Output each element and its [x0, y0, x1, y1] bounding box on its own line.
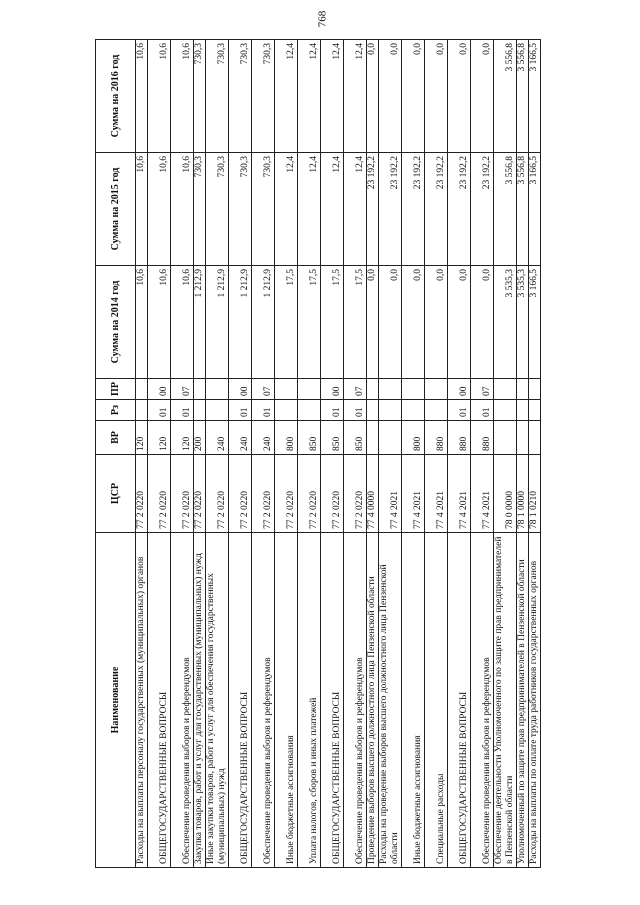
cell-sum-2014: 17,5 — [275, 266, 298, 379]
cell-vr: 800 — [275, 421, 298, 455]
cell-pr: 07 — [252, 379, 275, 400]
cell-sum-2016: 12,4 — [275, 40, 298, 153]
cell-sum-2014: 0,0 — [425, 266, 448, 379]
cell-sum-2015: 12,4 — [344, 153, 367, 266]
cell-pr: 00 — [321, 379, 344, 400]
table-row — [517, 40, 529, 868]
cell-csr: 77 4 2021 — [448, 455, 471, 533]
cell-sum-2016: 0,0 — [471, 40, 494, 153]
cell-pr — [298, 379, 321, 400]
cell-sum-2015: 12,4 — [321, 153, 344, 266]
cell-sum-2014: 17,5 — [321, 266, 344, 379]
table-row — [344, 40, 367, 868]
cell-sum-2016: 730,3 — [229, 40, 252, 153]
cell-csr: 77 2 0220 — [136, 455, 148, 533]
cell-rz — [425, 400, 448, 421]
cell-pr: 07 — [471, 379, 494, 400]
cell-sum-2016: 730,3 — [252, 40, 275, 153]
table-row — [229, 40, 252, 868]
cell-pr — [529, 379, 541, 400]
cell-name: Иные бюджетные ассигнования — [275, 533, 298, 868]
header-sum-2015: Сумма на 2015 год — [96, 153, 136, 266]
cell-rz: 01 — [344, 400, 367, 421]
cell-sum-2016: 3 556,8 — [494, 40, 517, 153]
cell-sum-2014: 3 535,3 — [517, 266, 529, 379]
cell-sum-2014: 0,0 — [379, 266, 402, 379]
cell-sum-2015: 23 192,2 — [402, 153, 425, 266]
cell-pr — [379, 379, 402, 400]
cell-sum-2014: 10,6 — [171, 266, 194, 379]
cell-sum-2014: 10,6 — [148, 266, 171, 379]
cell-name: ОБЩЕГОСУДАРСТВЕННЫЕ ВОПРОСЫ — [448, 533, 471, 868]
cell-sum-2016: 0,0 — [425, 40, 448, 153]
cell-name: Иные бюджетные ассигнования — [402, 533, 425, 868]
table-row — [298, 40, 321, 868]
cell-sum-2015: 23 192,2 — [471, 153, 494, 266]
cell-sum-2014: 0,0 — [448, 266, 471, 379]
cell-sum-2016: 0,0 — [367, 40, 379, 153]
cell-sum-2014: 0,0 — [402, 266, 425, 379]
cell-csr: 78 0 0000 — [494, 455, 517, 533]
cell-rz: 01 — [448, 400, 471, 421]
cell-name: Уполномоченный по защите прав предпринимателей в Пензенской области — [517, 533, 529, 868]
cell-vr: 880 — [425, 421, 448, 455]
table-row — [171, 40, 194, 868]
cell-name: Расходы на выплаты персоналу государственных (муниципальных) органов — [136, 533, 148, 868]
cell-name: Обеспечение проведения выборов и референдумов — [252, 533, 275, 868]
cell-pr: 00 — [148, 379, 171, 400]
cell-pr — [517, 379, 529, 400]
cell-vr: 120 — [148, 421, 171, 455]
cell-rz: 01 — [321, 400, 344, 421]
cell-csr: 78 1 0210 — [529, 455, 541, 533]
cell-sum-2016: 12,4 — [298, 40, 321, 153]
cell-sum-2014: 0,0 — [367, 266, 379, 379]
table-row — [529, 40, 541, 868]
cell-rz — [275, 400, 298, 421]
cell-name: Обеспечение деятельности Уполномоченного по защите прав предпринимателей в Пензенской области — [494, 533, 517, 868]
table-row — [402, 40, 425, 868]
cell-sum-2015: 23 192,2 — [367, 153, 379, 266]
cell-name: ОБЩЕГОСУДАРСТВЕННЫЕ ВОПРОСЫ — [229, 533, 252, 868]
cell-csr: 77 4 2021 — [379, 455, 402, 533]
cell-vr: 850 — [298, 421, 321, 455]
table-row — [136, 40, 148, 868]
cell-sum-2016: 730,3 — [206, 40, 229, 153]
cell-name: Закупка товаров, работ и услуг для государственных (муниципальных) нужд — [194, 533, 206, 868]
cell-vr: 850 — [344, 421, 367, 455]
table-row — [206, 40, 229, 868]
table-row — [194, 40, 206, 868]
cell-csr: 77 2 0220 — [206, 455, 229, 533]
cell-sum-2016: 10,6 — [136, 40, 148, 153]
cell-sum-2016: 3 166,5 — [529, 40, 541, 153]
cell-vr — [367, 421, 379, 455]
cell-pr: 00 — [229, 379, 252, 400]
header-name: Наименование — [96, 533, 136, 868]
cell-rz — [194, 400, 206, 421]
cell-rz: 01 — [171, 400, 194, 421]
cell-pr — [275, 379, 298, 400]
cell-pr — [425, 379, 448, 400]
cell-rz — [517, 400, 529, 421]
cell-csr: 77 4 0000 — [367, 455, 379, 533]
cell-vr: 200 — [194, 421, 206, 455]
cell-name: Расходы на выплаты по оплате труда работников государственных органов — [529, 533, 541, 868]
cell-sum-2014: 1 212,9 — [252, 266, 275, 379]
header-sum-2014: Сумма на 2014 год — [96, 266, 136, 379]
cell-pr — [494, 379, 517, 400]
cell-pr — [136, 379, 148, 400]
cell-csr: 77 2 0220 — [321, 455, 344, 533]
cell-sum-2016: 0,0 — [448, 40, 471, 153]
cell-sum-2016: 10,6 — [148, 40, 171, 153]
cell-name: Обеспечение проведения выборов и референдумов — [344, 533, 367, 868]
cell-pr: 07 — [171, 379, 194, 400]
cell-sum-2015: 10,6 — [148, 153, 171, 266]
cell-pr — [367, 379, 379, 400]
header-pr: ПР — [96, 379, 136, 400]
table-row — [367, 40, 379, 868]
page-number: 768 — [316, 10, 328, 28]
cell-sum-2014: 1 212,9 — [206, 266, 229, 379]
cell-vr: 120 — [171, 421, 194, 455]
cell-csr: 77 2 0220 — [148, 455, 171, 533]
cell-name: ОБЩЕГОСУДАРСТВЕННЫЕ ВОПРОСЫ — [148, 533, 171, 868]
cell-sum-2016: 12,4 — [321, 40, 344, 153]
cell-sum-2015: 12,4 — [275, 153, 298, 266]
cell-csr: 77 2 0220 — [171, 455, 194, 533]
cell-rz: 01 — [229, 400, 252, 421]
cell-sum-2015: 730,3 — [252, 153, 275, 266]
cell-pr — [194, 379, 206, 400]
cell-sum-2014: 0,0 — [471, 266, 494, 379]
cell-sum-2014: 3 535,3 — [494, 266, 517, 379]
cell-sum-2015: 12,4 — [298, 153, 321, 266]
cell-sum-2015: 3 166,5 — [529, 153, 541, 266]
cell-rz — [136, 400, 148, 421]
table-row — [321, 40, 344, 868]
cell-sum-2015: 730,3 — [194, 153, 206, 266]
rotated-table-wrapper — [95, 40, 539, 868]
cell-pr: 00 — [448, 379, 471, 400]
cell-vr: 850 — [321, 421, 344, 455]
cell-sum-2016: 3 556,8 — [517, 40, 529, 153]
table-row — [448, 40, 471, 868]
cell-csr: 77 2 0220 — [298, 455, 321, 533]
cell-pr — [402, 379, 425, 400]
cell-sum-2015: 3 556,8 — [494, 153, 517, 266]
header-vr: ВР — [96, 421, 136, 455]
cell-vr — [517, 421, 529, 455]
cell-rz — [206, 400, 229, 421]
cell-sum-2015: 23 192,2 — [425, 153, 448, 266]
cell-sum-2014: 17,5 — [344, 266, 367, 379]
cell-csr: 77 4 2021 — [471, 455, 494, 533]
cell-pr: 07 — [344, 379, 367, 400]
cell-vr: 120 — [136, 421, 148, 455]
cell-name: Специальные расходы — [425, 533, 448, 868]
cell-rz: 01 — [471, 400, 494, 421]
cell-name: Иные закупки товаров, работ и услуг для обеспечения государственных (муниципальных) нужд — [206, 533, 229, 868]
table-row — [471, 40, 494, 868]
table-row — [494, 40, 517, 868]
cell-rz — [402, 400, 425, 421]
budget-table — [95, 39, 541, 868]
cell-name: Обеспечение проведения выборов и референдумов — [171, 533, 194, 868]
table-header-row — [96, 40, 136, 868]
header-rz: Рз — [96, 400, 136, 421]
cell-csr: 77 2 0220 — [275, 455, 298, 533]
cell-sum-2015: 10,6 — [136, 153, 148, 266]
table-row — [425, 40, 448, 868]
cell-name: ОБЩЕГОСУДАРСТВЕННЫЕ ВОПРОСЫ — [321, 533, 344, 868]
cell-sum-2014: 1 212,9 — [194, 266, 206, 379]
cell-vr — [379, 421, 402, 455]
cell-vr: 240 — [206, 421, 229, 455]
cell-sum-2015: 23 192,2 — [379, 153, 402, 266]
cell-sum-2016: 10,6 — [171, 40, 194, 153]
table-row — [275, 40, 298, 868]
cell-vr: 800 — [402, 421, 425, 455]
cell-sum-2016: 0,0 — [379, 40, 402, 153]
cell-name: Обеспечение проведения выборов и референдумов — [471, 533, 494, 868]
cell-csr: 78 1 0000 — [517, 455, 529, 533]
cell-sum-2014: 3 166,5 — [529, 266, 541, 379]
cell-sum-2014: 1 212,9 — [229, 266, 252, 379]
cell-vr — [494, 421, 517, 455]
cell-sum-2015: 10,6 — [171, 153, 194, 266]
cell-name: Проведение выборов высшего должностного лица Пензенской области — [367, 533, 379, 868]
cell-vr: 880 — [448, 421, 471, 455]
cell-sum-2015: 3 556,8 — [517, 153, 529, 266]
cell-sum-2014: 17,5 — [298, 266, 321, 379]
cell-csr: 77 2 0220 — [252, 455, 275, 533]
cell-csr: 77 2 0220 — [229, 455, 252, 533]
cell-csr: 77 2 0220 — [194, 455, 206, 533]
cell-csr: 77 4 2021 — [425, 455, 448, 533]
cell-vr: 880 — [471, 421, 494, 455]
cell-sum-2015: 23 192,2 — [448, 153, 471, 266]
cell-rz — [298, 400, 321, 421]
cell-rz — [529, 400, 541, 421]
cell-rz: 01 — [252, 400, 275, 421]
cell-sum-2016: 730,3 — [194, 40, 206, 153]
cell-vr: 240 — [252, 421, 275, 455]
cell-sum-2014: 10,6 — [136, 266, 148, 379]
cell-name: Уплата налогов, сборов и иных платежей — [298, 533, 321, 868]
header-sum-2016: Сумма на 2016 год — [96, 40, 136, 153]
budget-sheet — [95, 40, 539, 868]
cell-sum-2015: 730,3 — [229, 153, 252, 266]
cell-csr: 77 2 0220 — [344, 455, 367, 533]
table-row — [379, 40, 402, 868]
cell-sum-2015: 730,3 — [206, 153, 229, 266]
table-row — [148, 40, 171, 868]
cell-name: Расходы на проведение выборов высшего должностного лица Пензенской области — [379, 533, 402, 868]
cell-vr — [529, 421, 541, 455]
table-row — [252, 40, 275, 868]
cell-rz — [367, 400, 379, 421]
cell-rz — [494, 400, 517, 421]
cell-rz: 01 — [148, 400, 171, 421]
cell-csr: 77 4 2021 — [402, 455, 425, 533]
cell-sum-2016: 12,4 — [344, 40, 367, 153]
cell-pr — [206, 379, 229, 400]
cell-rz — [379, 400, 402, 421]
cell-vr: 240 — [229, 421, 252, 455]
header-csr: ЦСР — [96, 455, 136, 533]
cell-sum-2016: 0,0 — [402, 40, 425, 153]
